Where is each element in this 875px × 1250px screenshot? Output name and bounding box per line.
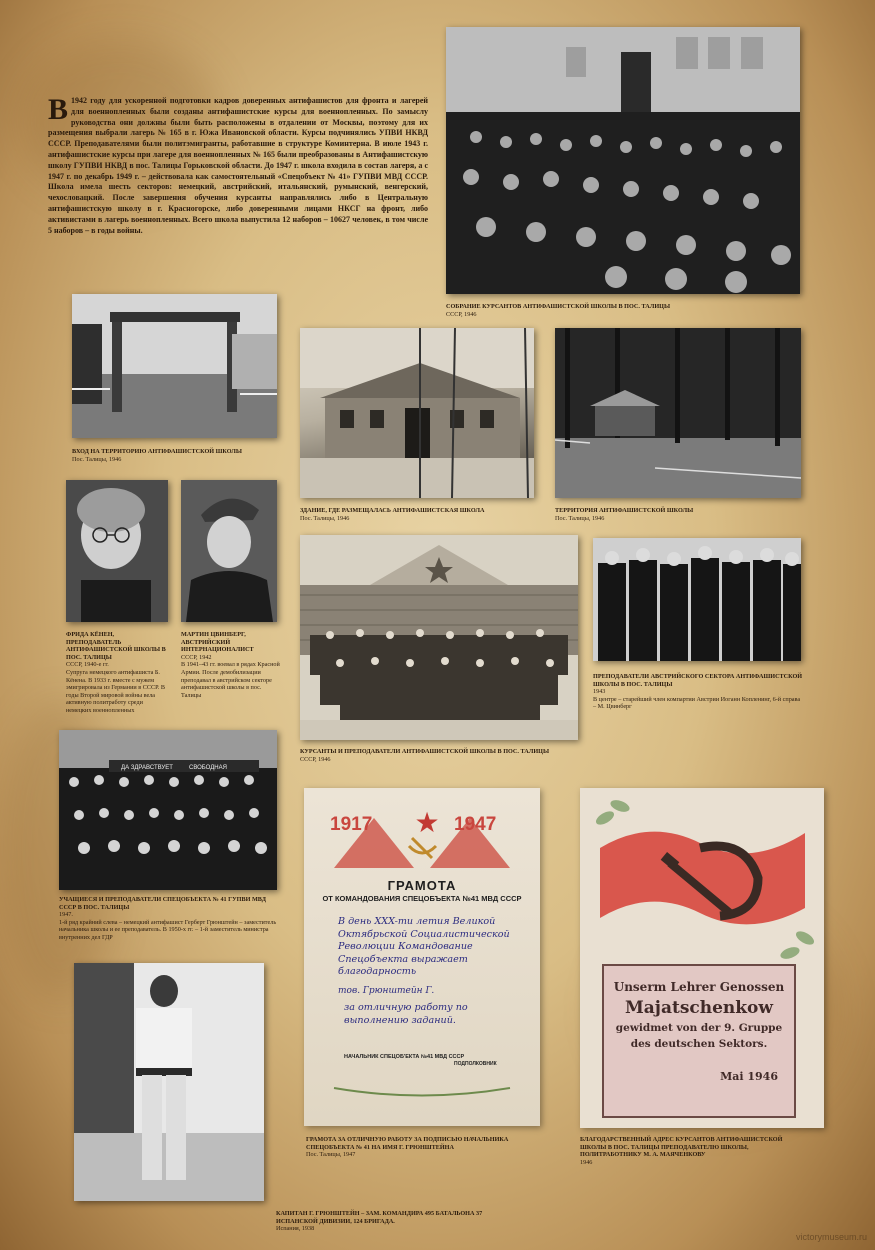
photo-building [300,328,534,498]
document-adres [580,788,824,1128]
caption-title: ПРЕПОДАВАТЕЛИ АВСТРИЙСКОГО СЕКТОРА АНТИФАШИСТСКОЙ ШКОЛЫ В ПОС. ТАЛИЦЫ [593,673,803,688]
caption-kenen [66,631,168,715]
gramota-signer-rank: ПОДПОЛКОВНИК [454,1061,497,1067]
caption-title: КУРСАНТЫ И ПРЕПОДАВАТЕЛИ АНТИФАШИСТСКОЙ ШКОЛЫ В ПОС. ТАЛИЦЫ [300,748,550,755]
caption-assembly [446,303,800,318]
gramota-signer: НАЧАЛЬНИК СПЕЦОБ'ЕКТА №41 МВД СССР [344,1054,465,1060]
caption-adres [580,1136,806,1166]
red-star-icon: ★ [414,807,440,838]
caption-territory [555,507,801,522]
caption-sub: Пос. Талицы, 1946 [555,514,605,522]
caption-title: ТЕРРИТОРИЯ АНТИФАШИСТСКОЙ ШКОЛЫ [555,507,694,514]
caption-gramota [306,1136,546,1159]
wall-sign: ДА ЗДРАВСТВУЕТ [121,765,173,771]
caption-sub: СССР, 1946 [300,755,331,763]
photo-grunstein [74,963,264,1201]
caption-sub: Пос. Талицы, 1946 [72,455,122,463]
caption-title: ЗДАНИЕ, ГДЕ РАЗМЕЩАЛАСЬ АНТИФАШИСТСКАЯ ШКОЛА [300,507,485,514]
caption-grunstein [276,1210,506,1233]
caption-austrian [593,673,803,711]
caption-sub: Пос. Талицы, 1947 [306,1151,356,1159]
caption-students [59,896,279,942]
caption-sub: 1946 [580,1158,593,1166]
photo-entrance [72,294,277,438]
caption-title: СОБРАНИЕ КУРСАНТОВ АНТИФАШИСТСКОЙ ШКОЛЫ В ПОС. ТАЛИЦЫ [446,303,671,310]
caption-note: В 1941–43 гг. воевал в рядах Красной Армии. После демобилизации преподавал в австрийском секторе антифашистской школы в пос. Талицы [181,661,280,699]
caption-title: КАПИТАН Г. ГРЮНШТЕЙН – ЗАМ. КОМАНДИРА 495 БАТАЛЬОНА 37 ИСПАНСКОЙ ДИВИЗИИ, 124 БРИГАДА. [276,1210,483,1225]
caption-sub: Испания, 1938 [276,1225,315,1233]
caption-title: ВХОД НА ТЕРРИТОРИЮ АНТИФАШИСТСКОЙ ШКОЛЫ [72,448,242,455]
photo-students [59,730,277,890]
intro-paragraph: 1942 году для ускоренной подготовки кадров доверенных антифашистов для фронта и лагерей для военнопленных были созданы антифашистские курсы для военнопленных. По замыслу руководства они должны были быть расположены в отдалении от Москвы, поэтому для их размещения выбрали лагерь № 165 в г. Южа Ивановской области. Курсы подчинялись УПВИ НКВД СССР. Преподавателями были политэмигранты, работавшие в структуре Коминтерна. В июле 1943 г. антифашистские курсы при лагере для военнопленных № 165 были преобразованы в Антифашистскую школу ГУПВИ НКВД в пос. Талицы Горьковской области. До 1947 г. школа входила в состав лагеря, а с 1947 г. по декабрь 1949 г. – действовала как самостоятельный «Спецобъект № 41» ГУПВИ МВД СССР. Школа имела шесть секторов: немецкий, австрийский, итальянский, румынский, венгерский, чехословацкий. После завершения обучения курсанты направлялись либо в Центральную антифашистскую школу в г. Красногорске, либо доверенными лицами НКСГ на фронт, либо активистами в лагерь военнопленных. Всего школа выпустила 12 наборов – 10627 человек, в том числе 5 наборов – в годы войны. [48,96,428,235]
photo-austrian [593,538,801,661]
caption-entrance [72,448,277,463]
drop-cap: В [48,93,69,126]
caption-note: 1-й ряд крайний слева – немецкий антифашист Герберт Грюнштейн – заместитель начальника школы и ее преподаватель. В 1950-х гг. – 1-й заместитель министра внутренних дел ГДР [59,918,277,941]
photo-zwinger [181,480,277,622]
caption-sub: 1943 [593,688,606,696]
adres-line-3: gewidmet von der 9. Gruppe [615,1022,783,1034]
caption-sub: СССР, 1940-е гг. [66,661,109,669]
caption-title: МАРТИН ЦВИНБЕРГ, АВСТРИЙСКИЙ ИНТЕРНАЦИОНАЛИСТ [181,631,254,654]
watermark: victorymuseum.ru [795,1232,867,1242]
photo-kenen [66,480,168,622]
intro-text [48,93,428,236]
document-gramota [304,788,540,1126]
gramota-award: за отличную работу по выполнению заданий. [344,1002,468,1026]
photo-assembly [446,27,800,294]
year-right: 1947 [454,814,497,835]
gramota-subtitle: ОТ КОМАНДОВАНИЯ СПЕЦОБЪЕКТА №41 МВД СССР [322,894,522,903]
photo-territory [555,328,801,498]
adres-card [602,964,796,1118]
adres-line-4: des deutschen Sektors. [630,1038,768,1050]
adres-date: Mai 1946 [720,1070,778,1083]
caption-sub: СССР, 1942 [181,653,212,661]
year-left: 1917 [330,814,373,835]
gramota-comrade: тов. Грюнштейн Г. [338,986,435,996]
caption-note: В центре – старейший член компартии Австрии Иоганн Копленинг, 6-й справа – М. Цвинберг [593,695,801,711]
caption-title: ГРАМОТА ЗА ОТЛИЧНУЮ РАБОТУ ЗА ПОДПИСЬЮ НАЧАЛЬНИКА СПЕЦОБЪЕКТА № 41 НА ИМЯ Г. ГРЮНШТЕЙНА [306,1136,509,1151]
caption-zwinger [181,631,281,699]
caption-note: Супруга немецкого антифашиста Б. Кёнена. В 1933 г. вместе с мужем эмигрировала из Германии в СССР. В годы Второй мировой войны вела активную политработу среди немецких военнопленных [66,668,165,714]
caption-building [300,507,534,522]
caption-title: БЛАГОДАРСТВЕННЫЙ АДРЕС КУРСАНТОВ АНТИФАШИСТСКОЙ ШКОЛЫ В ПОС. ТАЛИЦЫ ПРЕПОДАВАТЕЛЮ ШКОЛЫ, ПОЛИТРАБОТНИКУ М. А. МАЯЧЕНКОВУ [580,1136,783,1159]
photo-cadets [300,535,578,740]
adres-line-1: Unserm Lehrer Genossen [613,980,785,994]
caption-sub: Пос. Талицы, 1946 [300,514,350,522]
gramota-title: ГРАМОТА [387,878,457,893]
adres-line-2: Majatschenkow [624,998,774,1018]
caption-sub: СССР, 1946 [446,310,477,318]
wall-sign: СВОБОДНАЯ [189,765,227,771]
caption-cadets [300,748,580,763]
caption-title: УЧАЩИЕСЯ И ПРЕПОДАВАТЕЛИ СПЕЦОБЪЕКТА № 41 ГУПВИ МВД СССР В ПОС. ТАЛИЦЫ [59,896,266,911]
caption-sub: 1947. [59,911,73,919]
caption-title: ФРИДА КЁНЕН, ПРЕПОДАВАТЕЛЬ АНТИФАШИСТСКОЙ ШКОЛЫ В ПОС. ТАЛИЦЫ [66,631,166,661]
gramota-body: В день XXX-ти летия Великой Октябрьской Социалистической Революции Командование Спецобъекта выражает благодарность [338,916,510,977]
